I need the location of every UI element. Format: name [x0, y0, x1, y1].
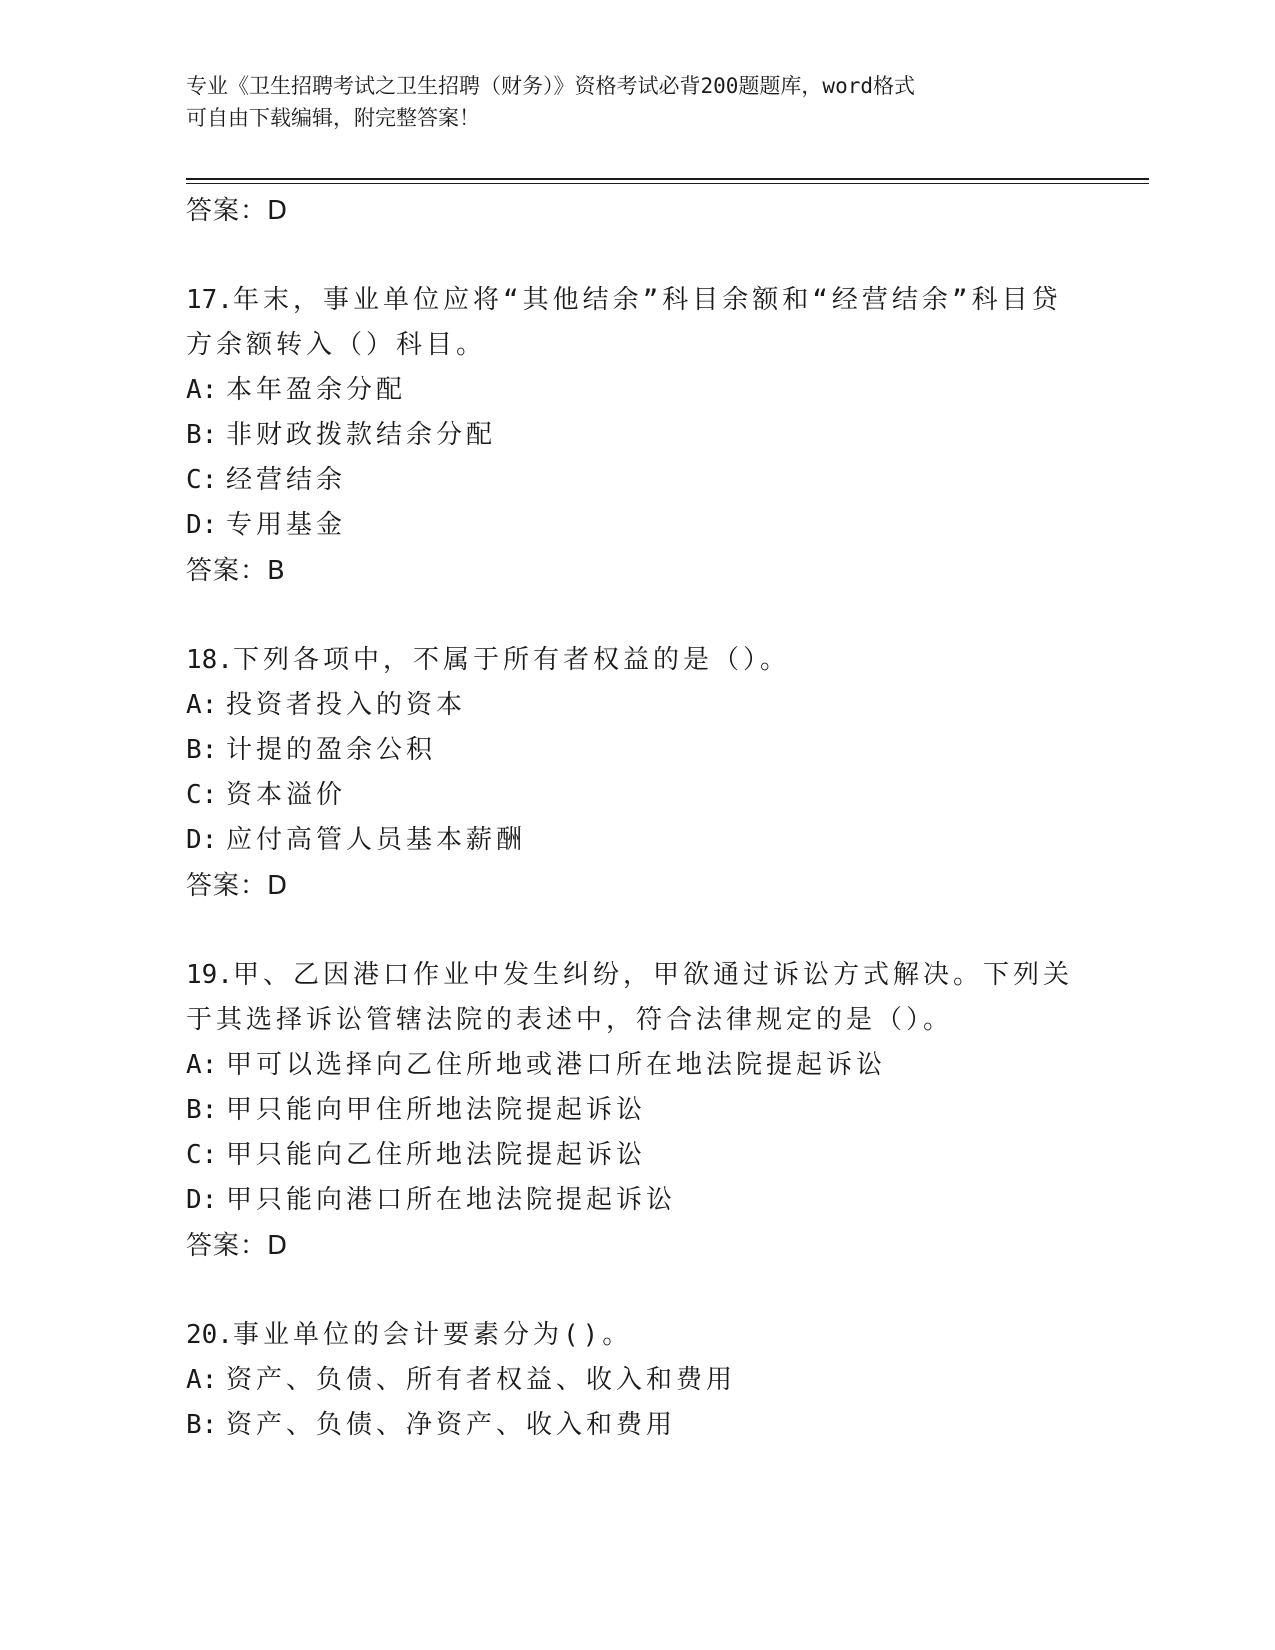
option-b	[186, 413, 1086, 458]
option-c	[186, 458, 1086, 503]
question-list	[186, 188, 1086, 1448]
question-stem: 下列各项中，不属于所有者权益的是（）。	[232, 645, 790, 675]
option-text: 经营结余	[226, 465, 347, 495]
option-c	[186, 773, 1086, 818]
option-a	[186, 1358, 1086, 1403]
header-divider-thick	[186, 178, 1149, 180]
option-text: 投资者投入的资本	[226, 690, 467, 720]
option-letter: A:	[186, 375, 218, 405]
option-d	[186, 818, 1086, 863]
answer-line: 答案：D	[186, 1231, 289, 1261]
option-letter: B:	[186, 420, 218, 450]
question-number: 18.	[186, 645, 233, 675]
option-letter: C:	[186, 780, 218, 810]
question-text	[186, 278, 1076, 368]
option-text: 资产、负债、所有者权益、收入和费用	[226, 1365, 737, 1395]
option-letter: D:	[186, 825, 218, 855]
option-a	[186, 368, 1086, 413]
question-block	[186, 953, 1086, 1269]
question-stem: 甲、乙因港口作业中发生纠纷，甲欲通过诉讼方式解决。下列关于其选择诉讼管辖法院的表述中，符合法律规定的是（）。	[186, 960, 1073, 1035]
option-a	[186, 683, 1086, 728]
option-text: 甲可以选择向乙住所地或港口所在地法院提起诉讼	[226, 1050, 887, 1080]
question-text	[186, 638, 1076, 683]
option-letter: A:	[186, 690, 218, 720]
question-stem: 年末，事业单位应将“其他结余”科目余额和“经营结余”科目贷方余额转入（）科目。	[186, 285, 1062, 360]
option-letter: D:	[186, 510, 218, 540]
question-number: 19.	[186, 960, 233, 990]
question-text	[186, 953, 1076, 1043]
document-header	[186, 70, 1066, 134]
option-a	[186, 1043, 1086, 1088]
option-text: 甲只能向港口所在地法院提起诉讼	[226, 1185, 677, 1215]
option-letter: A:	[186, 1365, 218, 1395]
option-d	[186, 1178, 1086, 1223]
header-line-1: 专业《卫生招聘考试之卫生招聘（财务）》资格考试必背200题题库，word格式	[186, 74, 915, 98]
option-letter: B:	[186, 1410, 218, 1440]
option-letter: D:	[186, 1185, 218, 1215]
option-text: 甲只能向乙住所地法院提起诉讼	[226, 1140, 647, 1170]
option-text: 甲只能向甲住所地法院提起诉讼	[226, 1095, 647, 1125]
question-stem: 事业单位的会计要素分为()。	[232, 1320, 633, 1350]
question-text	[186, 1313, 1076, 1358]
question-block	[186, 278, 1086, 594]
option-c	[186, 1133, 1086, 1178]
option-text: 计提的盈余公积	[226, 735, 437, 765]
question-number: 20.	[186, 1320, 233, 1350]
question-number: 17.	[186, 285, 233, 315]
option-text: 专用基金	[226, 510, 347, 540]
question-block	[186, 638, 1086, 909]
question-block	[186, 1313, 1086, 1448]
option-d	[186, 503, 1086, 548]
answer-line: 答案：D	[186, 196, 289, 226]
header-line-2: 可自由下载编辑，附完整答案！	[186, 106, 480, 130]
option-letter: A:	[186, 1050, 218, 1080]
option-b	[186, 728, 1086, 773]
answer-line: 答案：D	[186, 871, 289, 901]
option-text: 非财政拨款结余分配	[226, 420, 497, 450]
option-text: 资本溢价	[226, 780, 347, 810]
option-text: 本年盈余分配	[226, 375, 407, 405]
option-b	[186, 1403, 1086, 1448]
option-letter: C:	[186, 1140, 218, 1170]
option-letter: B:	[186, 1095, 218, 1125]
header-divider-thin	[186, 183, 1149, 184]
answer-line: 答案：B	[186, 556, 286, 586]
option-text: 资产、负债、净资产、收入和费用	[226, 1410, 677, 1440]
option-b	[186, 1088, 1086, 1133]
option-text: 应付高管人员基本薪酬	[226, 825, 527, 855]
option-letter: C:	[186, 465, 218, 495]
option-letter: B:	[186, 735, 218, 765]
